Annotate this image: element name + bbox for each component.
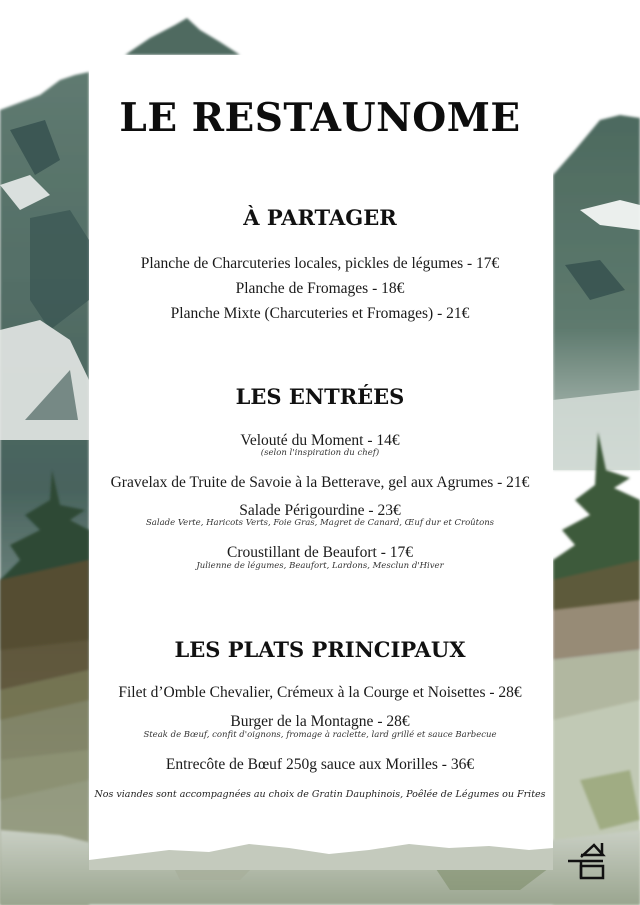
menu-panel <box>89 55 553 865</box>
menu-item: Planche de Fromages - 18€ <box>235 280 405 297</box>
section-title-entrees: LES ENTRÉES <box>235 384 405 409</box>
menu-item: Velouté du Moment - 14€ <box>240 432 400 449</box>
menu-item: Salade Périgourdine - 23€ <box>239 502 401 519</box>
restaurant-name: LE RESTAUNOME <box>119 95 521 141</box>
sides-note: Nos viandes sont accompagnées au choix de Gratin Dauphinois, Poêlée de Légumes ou Frites <box>94 789 546 800</box>
section-title-a-partager: À PARTAGER <box>243 205 397 230</box>
menu-item: Burger de la Montagne - 28€ <box>230 713 410 730</box>
menu-item-description: Steak de Bœuf, confit d'oignons, fromage à raclette, lard grillé et sauce Barbecue <box>143 730 497 740</box>
menu-item-description: (selon l'inspiration du chef) <box>260 448 380 458</box>
panel-bottom-mist-edge <box>89 830 553 870</box>
menu-item: Planche de Charcuteries locales, pickles de légumes - 17€ <box>140 255 500 272</box>
menu-item: Filet d’Omble Chevalier, Crémeux à la Courge et Noisettes - 28€ <box>118 684 522 701</box>
menu-item: Planche Mixte (Charcuteries et Fromages) - 21€ <box>170 305 470 322</box>
menu-item-description: Salade Verte, Haricots Verts, Foie Gras, Magret de Canard, Œuf dur et Croûtons <box>145 518 495 528</box>
section-title-plats-principaux: LES PLATS PRINCIPAUX <box>174 637 466 662</box>
menu-item: Croustillant de Beaufort - 17€ <box>227 544 413 561</box>
menu-item: Gravelax de Truite de Savoie à la Betterave, gel aux Agrumes - 21€ <box>110 474 530 491</box>
menu-item-description: Julienne de légumes, Beaufort, Lardons, Mesclun d'Hiver <box>196 561 444 571</box>
menu-item: Entrecôte de Bœuf 250g sauce aux Morilles - 36€ <box>165 756 475 773</box>
house-logo-icon <box>566 841 614 881</box>
